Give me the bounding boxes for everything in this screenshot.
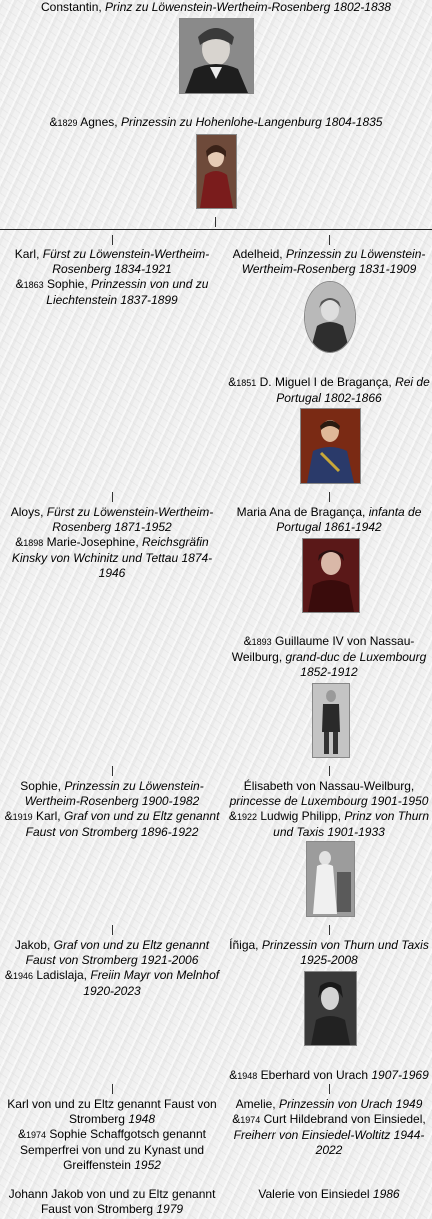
person-johann-jakob[interactable] (0, 1187, 224, 1217)
marriage-symbol: & (15, 535, 24, 549)
person-title: Prinzessin von und zu Liechtenstein 1837-1899 (46, 277, 209, 307)
marriage-symbol: & (15, 277, 24, 291)
marriage-year: 1919 (12, 812, 33, 822)
person-title: Prinzessin zu Löwenstein-Wertheim-Rosenberg 1900-1982 (24, 779, 204, 808)
connector-tick (329, 492, 330, 502)
person-name: Élisabeth von Nassau-Weilburg, (243, 779, 415, 793)
person-maria-ana[interactable] (226, 505, 432, 535)
portrait-maria-ana (302, 538, 360, 613)
person-title: Reichsgräfin Kinsky von Wchinitz und Tettau 1874-1946 (11, 535, 213, 580)
person-title: Prinzessin zu Löwenstein-Wertheim-Rosenberg 1831-1909 (241, 247, 426, 276)
person-name: Karl von und zu Eltz genannt Faust von Stromberg (7, 1097, 217, 1126)
person-name: Constantin, (41, 0, 102, 14)
person-birth: 1979 (156, 1202, 184, 1216)
marriage-year: 1946 (12, 971, 33, 981)
marriage-year: 1922 (236, 812, 257, 822)
person-amelie[interactable] (226, 1097, 432, 1158)
marriage-symbol: & (232, 1112, 241, 1126)
marriage-year: 1829 (57, 118, 78, 128)
person-karl-eltz-1948[interactable] (0, 1097, 224, 1173)
person-name: Jakob, (14, 938, 51, 952)
marriage-year: 1863 (23, 280, 44, 290)
marriage-symbol: & (228, 375, 237, 389)
person-name: Curt Hildebrand von Einsiedel, (263, 1112, 426, 1126)
portrait-elisabeth (306, 841, 355, 917)
person-name: Karl, (14, 247, 40, 261)
person-name: Adelheid, (232, 247, 283, 261)
person-title: Freiin Mayr von Melnhof 1920-2023 (83, 968, 220, 998)
marriage-year: 1851 (236, 378, 257, 388)
person-elisabeth[interactable] (226, 779, 432, 840)
person-name: Ludwig Philipp, (260, 809, 342, 823)
person-title: infanta de Portugal 1861-1942 (276, 505, 422, 534)
marriage-year: 1893 (251, 637, 272, 647)
connector-tick (112, 235, 113, 245)
person-birth: 1952 (134, 1158, 161, 1172)
person-iniga[interactable] (226, 938, 432, 968)
person-name: Sophie Schaffgotsch genannt Semperfrei von und zu Kynast und Greiffenstein (19, 1127, 206, 1172)
spouse-ludwig-philipp[interactable] (226, 809, 432, 840)
person-title: Prinz von Thurn und Taxis 1901-1933 (273, 809, 430, 839)
person-valerie[interactable] (226, 1187, 432, 1202)
person-karl[interactable] (0, 247, 224, 308)
portrait-agnes (196, 134, 237, 209)
marriage-symbol: & (4, 809, 13, 823)
spouse-curt-einsiedel[interactable] (226, 1112, 432, 1158)
connector-tick (112, 1084, 113, 1094)
spouse-ladislaja[interactable] (0, 968, 224, 999)
portrait-iniga (304, 971, 357, 1046)
connector-tick (215, 217, 216, 227)
spouse-sophie-liechtenstein[interactable] (0, 277, 224, 308)
person-constantin[interactable] (0, 0, 432, 15)
person-name: Guillaume IV von Nassau-Weilburg, (231, 634, 415, 664)
portrait-constantin (179, 18, 254, 94)
person-name: Eberhard von Urach (260, 1068, 369, 1082)
person-title: Prinz zu Löwenstein-Wertheim-Rosenberg 1802-1838 (105, 0, 391, 14)
spouse-sophie-schaffgotsch[interactable] (0, 1127, 224, 1173)
spouse-agnes[interactable] (0, 115, 432, 131)
generation-divider (0, 229, 432, 230)
person-name: Íñiga, (229, 938, 259, 952)
connector-tick (329, 1084, 330, 1094)
person-name: D. Miguel I de Bragança, (259, 375, 392, 389)
person-title: Graf von und zu Eltz genannt Faust von Stromberg 1896-1922 (25, 809, 220, 839)
spouse-miguel[interactable] (226, 375, 432, 406)
person-name: Johann Jakob von und zu Eltz genannt Faust von Stromberg (8, 1187, 216, 1216)
connector-tick (112, 925, 113, 935)
marriage-symbol: & (228, 809, 237, 823)
connector-tick (329, 235, 330, 245)
person-name: Karl, (35, 809, 61, 823)
person-title: Rei de Portugal 1802-1866 (276, 375, 430, 405)
person-birth: 1986 (372, 1187, 400, 1201)
person-birth: 1907-1969 (371, 1068, 429, 1082)
person-name: Sophie, (46, 277, 88, 291)
connector-tick (329, 766, 330, 776)
portrait-miguel (300, 408, 361, 484)
person-jakob[interactable] (0, 938, 224, 999)
person-name: Aloys, (10, 505, 44, 519)
marriage-year: 1974 (240, 1115, 261, 1125)
connector-tick (112, 492, 113, 502)
spouse-marie-josephine[interactable] (0, 535, 224, 581)
person-title: Prinzessin von Urach 1949 (278, 1097, 423, 1111)
person-sophie[interactable] (0, 779, 224, 840)
connector-tick (329, 925, 330, 935)
person-title: Graf von und zu Eltz genannt Faust von Stromberg 1921-2006 (25, 938, 210, 967)
marriage-year: 1898 (23, 538, 44, 548)
person-name: Ladislaja, (36, 968, 88, 982)
person-title: Prinzessin zu Hohenlohe-Langenburg 1804-1835 (120, 115, 383, 129)
spouse-karl-eltz[interactable] (0, 809, 224, 840)
person-adelheid[interactable] (226, 247, 432, 277)
spouse-guillaume[interactable] (226, 634, 432, 680)
person-name: Maria Ana de Bragança, (236, 505, 366, 519)
marriage-symbol: & (49, 115, 58, 129)
spouse-eberhard[interactable] (226, 1068, 432, 1084)
marriage-symbol: & (18, 1127, 27, 1141)
person-name: Valerie von Einsiedel (258, 1187, 370, 1201)
person-name: Agnes, (80, 115, 118, 129)
person-birth: 1948 (128, 1112, 156, 1126)
marriage-symbol: & (243, 634, 252, 648)
portrait-guillaume (312, 683, 350, 758)
person-title: Fürst zu Löwenstein-Wertheim-Rosenberg 1871-1952 (46, 505, 214, 534)
person-title: Prinzessin von Thurn und Taxis 1925-2008 (261, 938, 429, 967)
person-name: Sophie, (20, 779, 61, 793)
marriage-year: 1948 (237, 1071, 258, 1081)
marriage-year: 1974 (26, 1130, 47, 1140)
person-title: Fürst zu Löwenstein-Wertheim-Rosenberg 1834-1921 (42, 247, 210, 276)
connector-tick (112, 766, 113, 776)
marriage-symbol: & (4, 968, 13, 982)
person-name: Amelie, (235, 1097, 276, 1111)
portrait-adelheid (304, 281, 356, 353)
person-title: grand-duc de Luxembourg 1852-1912 (285, 650, 427, 679)
person-aloys[interactable] (0, 505, 224, 581)
person-title: princesse de Luxembourg 1901-1950 (229, 794, 429, 808)
marriage-symbol: & (229, 1068, 238, 1082)
person-title: Freiherr von Einsiedel-Woltitz 1944-2022 (233, 1128, 425, 1157)
person-name: Marie-Josephine, (46, 535, 139, 549)
